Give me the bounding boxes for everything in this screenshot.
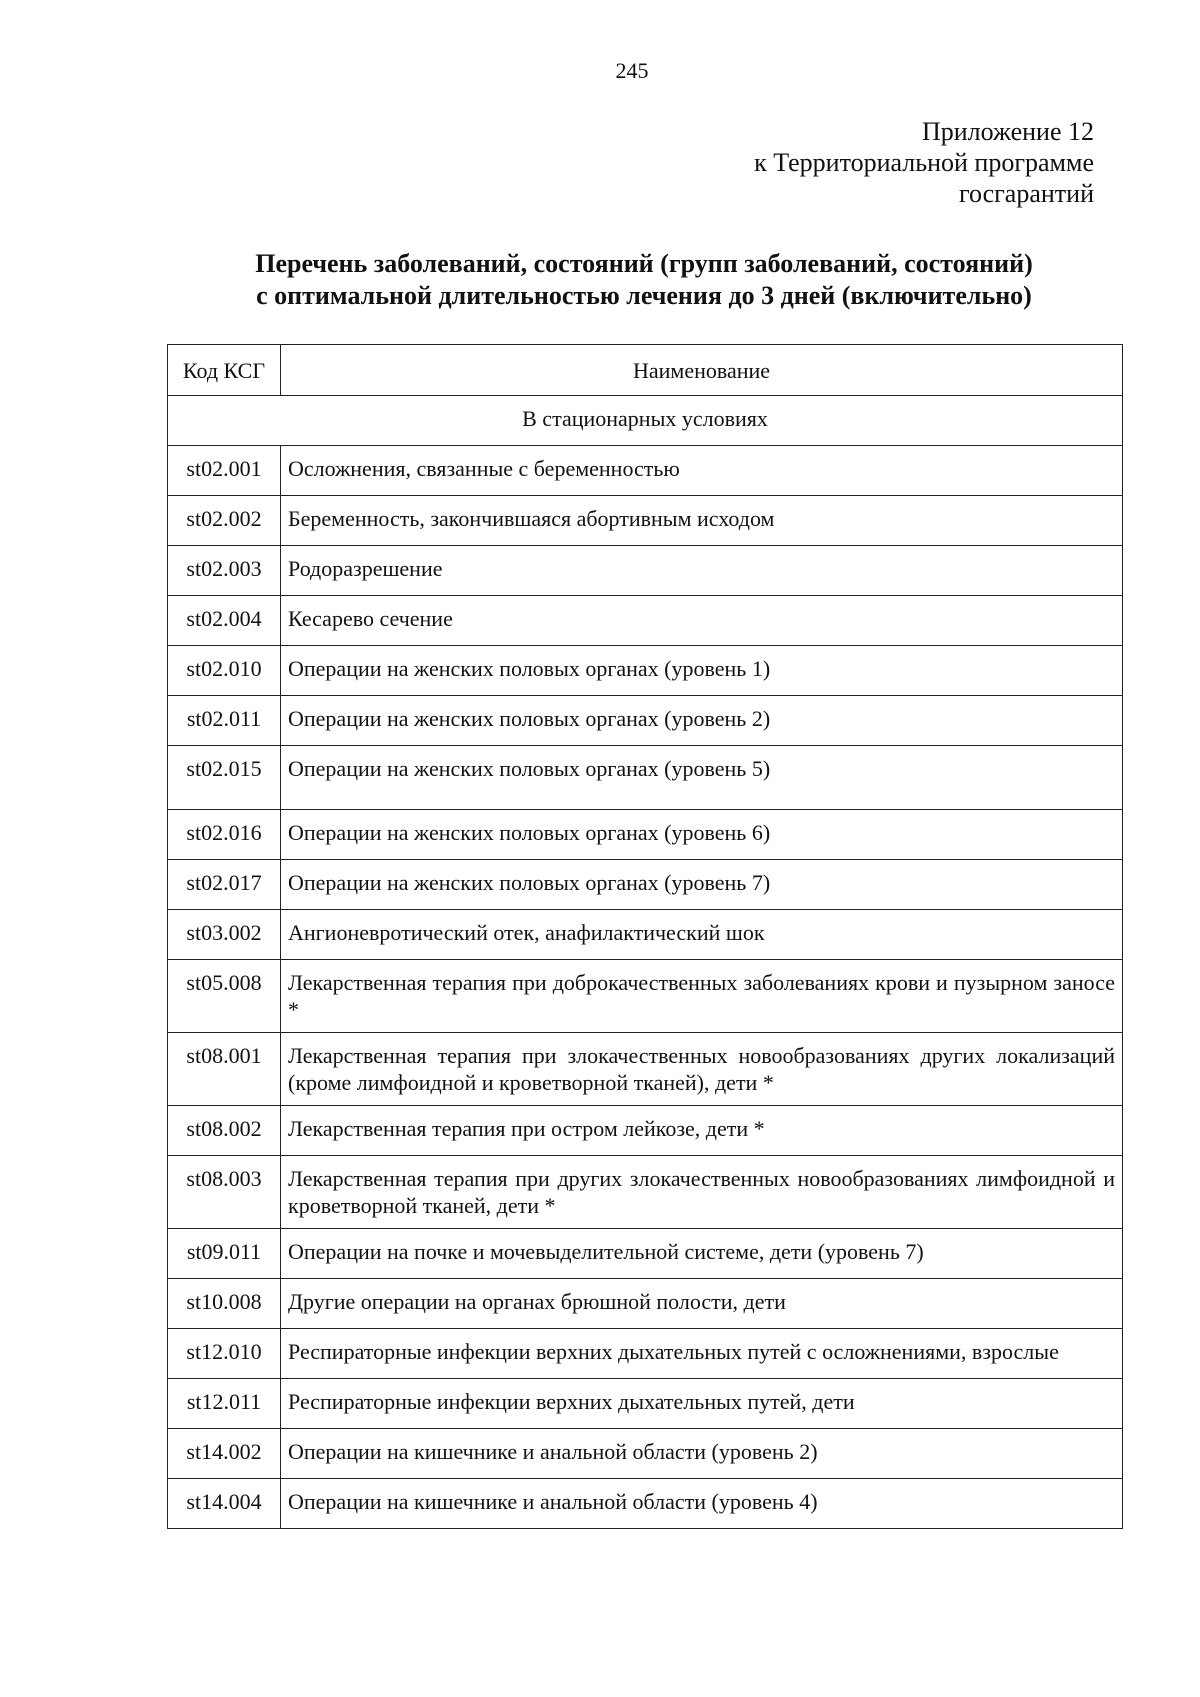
ksg-code-cell: st08.002 [168,1106,281,1156]
ksg-name-cell: Операции на женских половых органах (уровень 2) [281,696,1123,746]
ksg-name-cell: Операции на кишечнике и анальной области (уровень 2) [281,1429,1123,1479]
ksg-code-cell: st02.016 [168,810,281,860]
table-row [168,496,1123,546]
ksg-name-cell: Ангионевротический отек, анафилактический шок [281,910,1123,960]
ksg-code-cell: st02.002 [168,496,281,546]
ksg-code-cell: st03.002 [168,910,281,960]
ksg-name-cell: Операции на женских половых органах (уровень 1) [281,646,1123,696]
table-row [168,746,1123,810]
table-row [168,596,1123,646]
document-title [166,248,1122,312]
ksg-code-cell: st02.001 [168,446,281,496]
ksg-name-cell: Операции на женских половых органах (уровень 7) [281,860,1123,910]
ksg-code-cell: st12.011 [168,1379,281,1429]
title-line: Перечень заболеваний, состояний (групп заболеваний, состояний) [255,249,1033,278]
table-row [168,696,1123,746]
ksg-name-cell: Респираторные инфекции верхних дыхательных путей, дети [281,1379,1123,1429]
title-line: с оптимальной длительностью лечения до 3 дней (включительно) [256,281,1032,310]
ksg-code-cell: st02.003 [168,546,281,596]
ksg-table [167,344,1123,1529]
ksg-code-cell: st14.004 [168,1479,281,1529]
table-section-row [168,396,1123,446]
ksg-code-cell: st08.003 [168,1156,281,1229]
table-row [168,1479,1123,1529]
table-row [168,1106,1123,1156]
ksg-name-cell: Операции на женских половых органах (уровень 6) [281,810,1123,860]
ksg-name-cell: Лекарственная терапия при доброкачественных заболеваниях крови и пузырном заносе * [281,960,1123,1033]
ksg-code-cell: st10.008 [168,1279,281,1329]
table-row [168,1379,1123,1429]
table-row [168,1329,1123,1379]
appendix-line: госгарантий [958,179,1094,208]
table-row [168,1156,1123,1229]
table-row [168,810,1123,860]
section-label: В стационарных условиях [168,396,1123,446]
ksg-code-cell: st05.008 [168,960,281,1033]
ksg-code-cell: st02.011 [168,696,281,746]
ksg-name-cell: Лекарственная терапия при остром лейкозе, дети * [281,1106,1123,1156]
ksg-code-cell: st02.010 [168,646,281,696]
ksg-code-cell: st02.004 [168,596,281,646]
ksg-code-cell: st02.015 [168,746,281,810]
table-row [168,646,1123,696]
ksg-name-cell: Другие операции на органах брюшной полости, дети [281,1279,1123,1329]
table-row [168,860,1123,910]
table-row [168,1279,1123,1329]
ksg-name-cell: Лекарственная терапия при других злокачественных новообразованиях лимфоидной и кроветворной тканей, дети * [281,1156,1123,1229]
ksg-code-cell: st09.011 [168,1229,281,1279]
table-row [168,1229,1123,1279]
appendix-line: к Территориальной программе [754,148,1094,177]
table-row [168,1429,1123,1479]
ksg-code-cell: st14.002 [168,1429,281,1479]
ksg-code-cell: st08.001 [168,1033,281,1106]
ksg-name-cell: Беременность, закончившаяся абортивным исходом [281,496,1123,546]
ksg-name-cell: Осложнения, связанные с беременностью [281,446,1123,496]
table-row [168,446,1123,496]
table-row [168,910,1123,960]
column-header-code: Код КСГ [168,345,281,396]
ksg-name-cell: Операции на почке и мочевыделительной системе, дети (уровень 7) [281,1229,1123,1279]
ksg-code-cell: st12.010 [168,1329,281,1379]
ksg-name-cell: Операции на кишечнике и анальной области (уровень 4) [281,1479,1123,1529]
table-header-row [168,345,1123,396]
table-row [168,1033,1123,1106]
ksg-name-cell: Кесарево сечение [281,596,1123,646]
column-header-name: Наименование [281,345,1123,396]
ksg-name-cell: Лекарственная терапия при злокачественных новообразованиях других локализаций (кроме лимфоидной и кроветворной тканей), дети * [281,1033,1123,1106]
ksg-code-cell: st02.017 [168,860,281,910]
appendix-reference [754,116,1094,209]
page-number: 245 [615,58,649,83]
ksg-name-cell: Операции на женских половых органах (уровень 5) [281,746,1123,810]
appendix-line: Приложение 12 [921,117,1094,146]
table-row [168,546,1123,596]
ksg-name-cell: Респираторные инфекции верхних дыхательных путей с осложнениями, взрослые [281,1329,1123,1379]
table-row [168,960,1123,1033]
ksg-name-cell: Родоразрешение [281,546,1123,596]
